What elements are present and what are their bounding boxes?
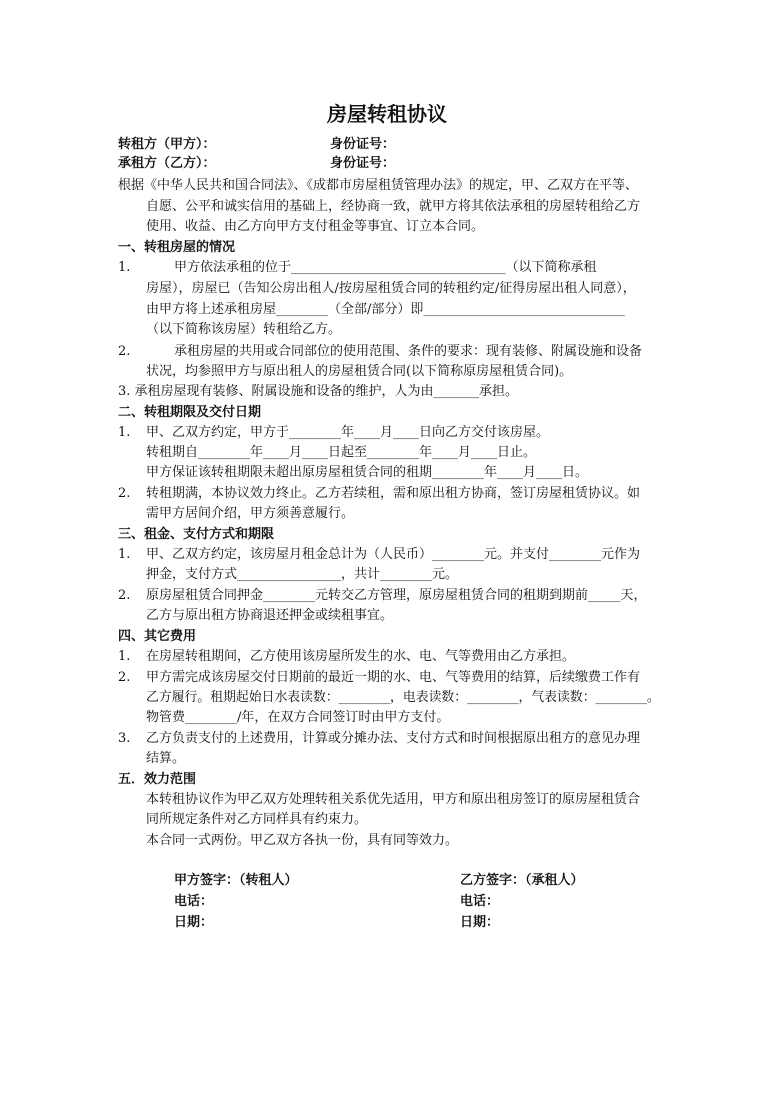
section-heading: 四、其它费用 [118,629,197,644]
document-title: 房屋转租协议 [327,102,447,126]
party-b-signature-label: 乙方签字：（承租人） [460,873,584,888]
item-line: 甲方依法承租的位于_________________________________（以下简称承租 [174,260,597,275]
item-line: 同所规定条件对乙方同样具有约束力。 [146,812,368,827]
intro-line: 自愿、公平和诚实信用的基础上，经协商一致，就甲方将其依法承租的房屋转租给乙方 [146,199,641,214]
item-line: 甲方保证该转租期限未超出原房屋租赁合同的租期________年____月____日。 [146,465,589,480]
item-line: 在房屋转租期间，乙方使用该房屋所发生的水、电、气等费用由乙方承担。 [146,649,576,664]
item-number: 3. [118,731,131,746]
section-heading: 三、租金、支付方式和期限 [118,527,275,542]
lessor-label: 转租方（甲方）： [118,137,216,152]
item-number: 1. [118,649,131,664]
item-number: 2. [118,486,131,501]
lessor-id-label: 身份证号： [330,137,396,152]
item-line: 转租期满，本协议效力终止。乙方若续租，需和原出租方协商，签订房屋租赁协议。如 [146,486,641,501]
item-line: 物管费________/年，在双方合同签订时由甲方支付。 [146,710,450,725]
item-line: 甲、乙双方约定，甲方于________年____月____日向乙方交付该房屋。 [146,425,550,440]
item-line: 本合同一式两份。甲乙双方各执一份，具有同等效力。 [146,833,459,848]
item-number: 1. [118,425,131,440]
item-line: 由甲方将上述承租房屋________（全部/部分）即_______________________________ [146,302,625,317]
party-b-date-label: 日期： [460,915,500,930]
item-line: 乙方与原出租方协商退还押金或续租事宜。 [146,608,394,623]
item-number: 2. [118,344,131,359]
lessee-id-label: 身份证号： [330,156,396,171]
item-line: 乙方履行。租期起始日水表读数：________，电表读数：________，气表读数：________。 [146,690,660,705]
section-heading: 二、转租期限及交付日期 [118,405,262,420]
item-line: 需甲方居间介绍，甲方须善意履行。 [146,506,355,521]
item-line: 3. 承租房屋现有装修、附属设施和设备的维护，人为由_______承担。 [118,384,519,399]
item-line: 结算。 [146,751,186,766]
item-line: （以下简称该房屋）转租给乙方。 [146,322,342,337]
item-line: 甲方需完成该房屋交付日期前的最近一期的水、电、气等费用的结算，后续缴费工作有 [146,670,641,685]
item-line: 承租房屋的共用或合同部位的使用范围、条件的要求：现有装修、附属设施和设备 [174,344,643,359]
section-heading: 五．效力范围 [118,772,197,787]
party-a-phone-label: 电话： [174,894,214,909]
item-line: 转租期自________年____月____日起至________年____月____日止。 [146,445,537,460]
section-heading: 一、转租房屋的情况 [118,240,236,255]
party-b-phone-label: 电话： [460,894,500,909]
item-line: 原房屋租赁合同押金________元转交乙方管理，原房屋租赁合同的租期到期前_____天， [146,588,647,603]
item-line: 状况，均参照甲方与原出租人的房屋租赁合同(以下简称原房屋租赁合同)。 [146,364,573,379]
item-line: 押金，支付方式________________，共计________元。 [146,567,459,582]
lessee-label: 承租方（乙方）： [118,156,216,171]
intro-line: 使用、收益、由乙方向甲方支付租金等事宜、订立本合同。 [146,219,485,234]
intro-line: 根据《中华人民共和国合同法》、《成都市房屋租赁管理办法》的规定，甲、乙双方在平等、 [118,178,639,193]
item-number: 1. [118,260,131,275]
item-number: 2. [118,670,131,685]
item-number: 1. [118,547,131,562]
party-a-date-label: 日期： [174,915,214,930]
item-line: 房屋），房屋已（告知公房出租人/按房屋租赁合同的转租约定/征得房屋出租人同意）， [146,281,636,296]
party-a-signature-label: 甲方签字：（转租人） [174,873,298,888]
item-number: 2. [118,588,131,603]
item-line: 本转租协议作为甲乙双方处理转租关系优先适用，甲方和原出租房签订的原房屋租赁合 [146,792,641,807]
item-line: 甲、乙双方约定，该房屋月租金总计为（人民币）________元。并支付________元作为 [146,547,641,562]
item-line: 乙方负责支付的上述费用，计算或分摊办法、支付方式和时间根据原出租方的意见办理 [146,731,641,746]
